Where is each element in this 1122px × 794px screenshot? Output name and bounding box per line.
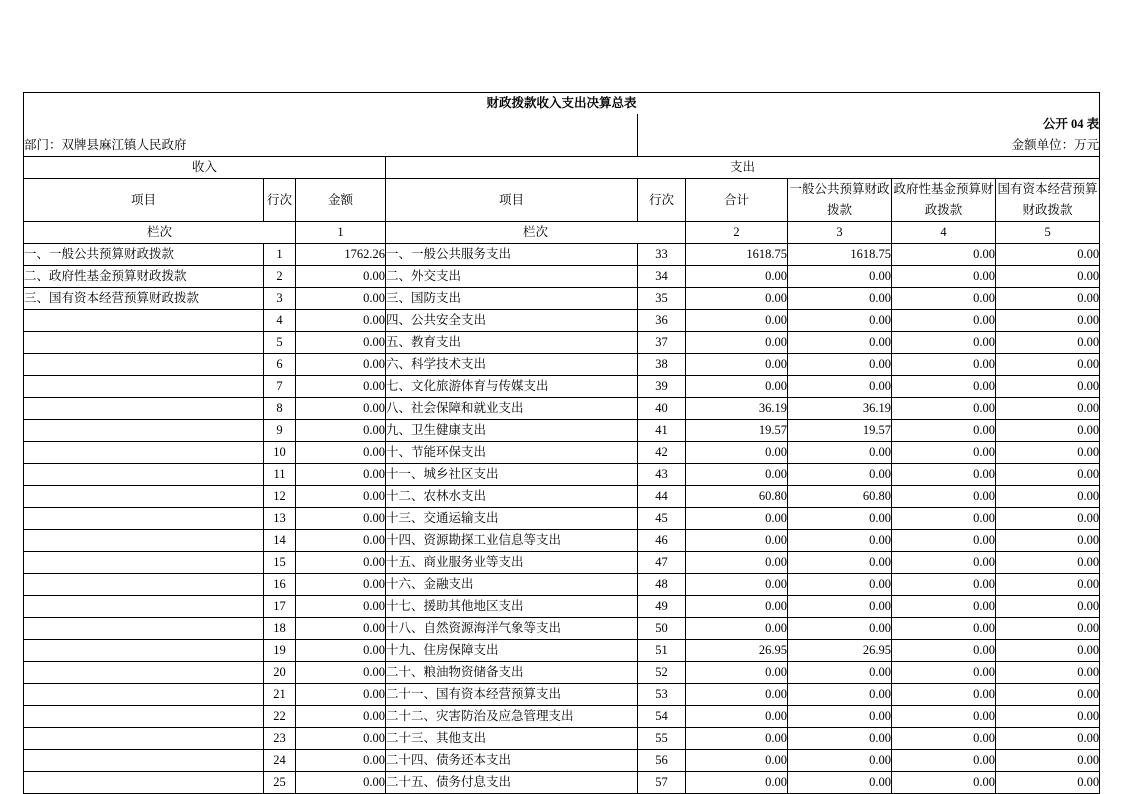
expense-row-num: 55	[638, 728, 686, 750]
expense-general: 0.00	[788, 574, 892, 596]
table-row	[24, 442, 1100, 464]
income-amount: 0.00	[296, 772, 386, 794]
income-row-num: 12	[264, 486, 296, 508]
income-row-num: 18	[264, 618, 296, 640]
expense-row-num: 42	[638, 442, 686, 464]
expense-row-num: 40	[638, 398, 686, 420]
table-row	[24, 640, 1100, 662]
expense-general: 0.00	[788, 464, 892, 486]
gov-fund-colnum: 4	[892, 222, 996, 244]
expense-general: 36.19	[788, 398, 892, 420]
expense-fund: 0.00	[892, 530, 996, 552]
table-row	[24, 662, 1100, 684]
expense-general: 19.57	[788, 420, 892, 442]
income-amount: 0.00	[296, 618, 386, 640]
expense-general: 0.00	[788, 684, 892, 706]
expense-capital: 0.00	[996, 596, 1100, 618]
expense-item: 十五、商业服务业等支出	[386, 552, 638, 574]
income-lanci-label: 栏次	[24, 222, 296, 244]
table-row	[24, 398, 1100, 420]
income-item	[24, 376, 264, 398]
expense-capital: 0.00	[996, 706, 1100, 728]
expense-capital: 0.00	[996, 288, 1100, 310]
expense-general: 0.00	[788, 552, 892, 574]
state-capital-colnum: 5	[996, 222, 1100, 244]
income-amount: 0.00	[296, 574, 386, 596]
financial-allocation-table	[23, 92, 1100, 794]
income-row-num: 6	[264, 354, 296, 376]
income-amount: 0.00	[296, 706, 386, 728]
expense-capital: 0.00	[996, 464, 1100, 486]
expense-total: 0.00	[686, 442, 788, 464]
expense-row-num: 52	[638, 662, 686, 684]
income-row-num: 17	[264, 596, 296, 618]
expense-row-num: 51	[638, 640, 686, 662]
expense-item: 七、文化旅游体育与传媒支出	[386, 376, 638, 398]
expense-row-num: 43	[638, 464, 686, 486]
income-row-num: 2	[264, 266, 296, 288]
expense-item: 十七、援助其他地区支出	[386, 596, 638, 618]
expense-fund: 0.00	[892, 442, 996, 464]
expense-capital: 0.00	[996, 662, 1100, 684]
expense-item: 二十三、其他支出	[386, 728, 638, 750]
header-expense-row: 行次	[638, 179, 686, 222]
income-row-num: 8	[264, 398, 296, 420]
expense-general: 0.00	[788, 332, 892, 354]
expense-capital: 0.00	[996, 772, 1100, 794]
income-row-num: 13	[264, 508, 296, 530]
expense-fund: 0.00	[892, 596, 996, 618]
expense-total: 0.00	[686, 508, 788, 530]
expense-total: 19.57	[686, 420, 788, 442]
income-item	[24, 618, 264, 640]
expense-capital: 0.00	[996, 332, 1100, 354]
expense-fund: 0.00	[892, 684, 996, 706]
table-row	[24, 244, 1100, 266]
income-row-num: 9	[264, 420, 296, 442]
table-row	[24, 574, 1100, 596]
table-row	[24, 464, 1100, 486]
income-row-num: 20	[264, 662, 296, 684]
expense-lanci-label: 栏次	[386, 222, 686, 244]
table-row	[24, 706, 1100, 728]
expense-item: 十二、农林水支出	[386, 486, 638, 508]
expense-fund: 0.00	[892, 398, 996, 420]
income-item	[24, 684, 264, 706]
expense-capital: 0.00	[996, 376, 1100, 398]
income-row-num: 7	[264, 376, 296, 398]
income-amount: 0.00	[296, 684, 386, 706]
income-item	[24, 398, 264, 420]
expense-fund: 0.00	[892, 618, 996, 640]
expense-general: 0.00	[788, 508, 892, 530]
expense-item: 三、国防支出	[386, 288, 638, 310]
income-item	[24, 596, 264, 618]
income-amount: 0.00	[296, 420, 386, 442]
expense-fund: 0.00	[892, 574, 996, 596]
expense-general: 0.00	[788, 618, 892, 640]
expense-capital: 0.00	[996, 486, 1100, 508]
income-amount: 0.00	[296, 332, 386, 354]
form-code: 公开 04 表	[638, 114, 1100, 135]
expense-item: 十八、自然资源海洋气象等支出	[386, 618, 638, 640]
income-item: 二、政府性基金预算财政拨款	[24, 266, 264, 288]
section-expense-header: 支出	[386, 157, 1100, 179]
expense-total: 0.00	[686, 530, 788, 552]
expense-total: 0.00	[686, 552, 788, 574]
table-row	[24, 530, 1100, 552]
header-income-row-text: 行次	[266, 192, 292, 207]
table-row	[24, 354, 1100, 376]
expense-capital: 0.00	[996, 310, 1100, 332]
expense-total: 0.00	[686, 266, 788, 288]
income-amount: 0.00	[296, 750, 386, 772]
expense-total: 0.00	[686, 772, 788, 794]
income-amount: 0.00	[296, 310, 386, 332]
expense-item: 十三、交通运输支出	[386, 508, 638, 530]
expense-total-colnum: 2	[686, 222, 788, 244]
income-item	[24, 530, 264, 552]
expense-total: 60.80	[686, 486, 788, 508]
expense-general: 0.00	[788, 442, 892, 464]
header-state-capital: 国有资本经营预算财政拨款	[996, 179, 1100, 222]
expense-row-num: 53	[638, 684, 686, 706]
income-amount: 0.00	[296, 508, 386, 530]
table-row	[24, 486, 1100, 508]
expense-item: 九、卫生健康支出	[386, 420, 638, 442]
income-item: 一、一般公共预算财政拨款	[24, 244, 264, 266]
header-gov-fund: 政府性基金预算财政拨款	[892, 179, 996, 222]
page-title: 财政拨款收入支出决算总表	[24, 93, 1100, 115]
expense-row-num: 48	[638, 574, 686, 596]
expense-total: 0.00	[686, 684, 788, 706]
expense-fund: 0.00	[892, 728, 996, 750]
expense-row-num: 39	[638, 376, 686, 398]
income-item	[24, 574, 264, 596]
income-item	[24, 552, 264, 574]
income-amount: 0.00	[296, 530, 386, 552]
expense-fund: 0.00	[892, 662, 996, 684]
expense-row-num: 34	[638, 266, 686, 288]
expense-row-num: 57	[638, 772, 686, 794]
expense-item: 二十二、灾害防治及应急管理支出	[386, 706, 638, 728]
expense-total: 0.00	[686, 574, 788, 596]
expense-total: 0.00	[686, 662, 788, 684]
expense-fund: 0.00	[892, 354, 996, 376]
expense-item: 六、科学技术支出	[386, 354, 638, 376]
title-spacer	[24, 114, 638, 135]
expense-row-num: 46	[638, 530, 686, 552]
expense-capital: 0.00	[996, 398, 1100, 420]
expense-general: 0.00	[788, 772, 892, 794]
expense-fund: 0.00	[892, 508, 996, 530]
expense-item: 十九、住房保障支出	[386, 640, 638, 662]
income-item	[24, 464, 264, 486]
expense-capital: 0.00	[996, 442, 1100, 464]
expense-fund: 0.00	[892, 288, 996, 310]
department-label: 部门：双牌县麻江镇人民政府	[24, 135, 638, 157]
expense-capital: 0.00	[996, 750, 1100, 772]
expense-item: 八、社会保障和就业支出	[386, 398, 638, 420]
table-row	[24, 376, 1100, 398]
section-income-header: 收入	[24, 157, 386, 179]
expense-capital: 0.00	[996, 508, 1100, 530]
expense-item: 四、公共安全支出	[386, 310, 638, 332]
income-amount: 0.00	[296, 486, 386, 508]
expense-general: 0.00	[788, 706, 892, 728]
expense-fund: 0.00	[892, 772, 996, 794]
table-row	[24, 288, 1100, 310]
table-row	[24, 266, 1100, 288]
expense-general: 0.00	[788, 728, 892, 750]
income-row-num: 24	[264, 750, 296, 772]
income-amount: 0.00	[296, 728, 386, 750]
expense-total: 0.00	[686, 706, 788, 728]
table-row	[24, 596, 1100, 618]
expense-item: 二十、粮油物资储备支出	[386, 662, 638, 684]
expense-capital: 0.00	[996, 266, 1100, 288]
expense-capital: 0.00	[996, 244, 1100, 266]
income-item	[24, 662, 264, 684]
table-row	[24, 728, 1100, 750]
table-row	[24, 508, 1100, 530]
income-item	[24, 486, 264, 508]
expense-total: 0.00	[686, 618, 788, 640]
income-item	[24, 508, 264, 530]
expense-general: 0.00	[788, 596, 892, 618]
table-row	[24, 552, 1100, 574]
income-row-num: 10	[264, 442, 296, 464]
income-item	[24, 728, 264, 750]
income-row-num: 25	[264, 772, 296, 794]
expense-general: 0.00	[788, 376, 892, 398]
expense-row-num: 36	[638, 310, 686, 332]
income-row-num: 22	[264, 706, 296, 728]
expense-item: 十一、城乡社区支出	[386, 464, 638, 486]
income-item	[24, 640, 264, 662]
expense-total: 26.95	[686, 640, 788, 662]
expense-row-num: 56	[638, 750, 686, 772]
expense-general: 0.00	[788, 354, 892, 376]
report-page	[23, 92, 1099, 794]
expense-capital: 0.00	[996, 420, 1100, 442]
expense-capital: 0.00	[996, 530, 1100, 552]
header-income-row	[264, 179, 296, 222]
income-amount-colnum: 1	[296, 222, 386, 244]
expense-row-num: 33	[638, 244, 686, 266]
income-row-num: 3	[264, 288, 296, 310]
expense-total: 0.00	[686, 750, 788, 772]
expense-row-num: 49	[638, 596, 686, 618]
expense-fund: 0.00	[892, 332, 996, 354]
expense-item: 十四、资源勘探工业信息等支出	[386, 530, 638, 552]
expense-row-num: 47	[638, 552, 686, 574]
table-row	[24, 332, 1100, 354]
expense-capital: 0.00	[996, 684, 1100, 706]
expense-total: 0.00	[686, 288, 788, 310]
expense-total: 0.00	[686, 728, 788, 750]
income-item	[24, 442, 264, 464]
income-row-num: 11	[264, 464, 296, 486]
expense-row-num: 54	[638, 706, 686, 728]
expense-total: 0.00	[686, 310, 788, 332]
expense-capital: 0.00	[996, 618, 1100, 640]
expense-row-num: 38	[638, 354, 686, 376]
expense-general: 1618.75	[788, 244, 892, 266]
income-amount: 0.00	[296, 288, 386, 310]
expense-general: 0.00	[788, 662, 892, 684]
expense-row-num: 45	[638, 508, 686, 530]
income-row-num: 15	[264, 552, 296, 574]
expense-row-num: 50	[638, 618, 686, 640]
expense-capital: 0.00	[996, 552, 1100, 574]
income-amount: 0.00	[296, 640, 386, 662]
expense-fund: 0.00	[892, 750, 996, 772]
expense-capital: 0.00	[996, 574, 1100, 596]
expense-capital: 0.00	[996, 640, 1100, 662]
income-item	[24, 706, 264, 728]
income-amount: 0.00	[296, 398, 386, 420]
expense-fund: 0.00	[892, 464, 996, 486]
expense-fund: 0.00	[892, 552, 996, 574]
expense-total: 36.19	[686, 398, 788, 420]
expense-total: 1618.75	[686, 244, 788, 266]
income-amount: 0.00	[296, 596, 386, 618]
income-item	[24, 354, 264, 376]
income-item	[24, 310, 264, 332]
income-amount: 0.00	[296, 662, 386, 684]
table-row	[24, 750, 1100, 772]
expense-row-num: 35	[638, 288, 686, 310]
header-income-item: 项目	[24, 179, 264, 222]
expense-capital: 0.00	[996, 354, 1100, 376]
expense-fund: 0.00	[892, 244, 996, 266]
expense-general: 26.95	[788, 640, 892, 662]
amount-unit-label: 金额单位：万元	[638, 135, 1100, 157]
income-item	[24, 332, 264, 354]
header-expense-item: 项目	[386, 179, 638, 222]
income-row-num: 5	[264, 332, 296, 354]
income-row-num: 23	[264, 728, 296, 750]
expense-total: 0.00	[686, 596, 788, 618]
income-row-num: 16	[264, 574, 296, 596]
expense-fund: 0.00	[892, 420, 996, 442]
income-amount: 0.00	[296, 376, 386, 398]
expense-item: 二十一、国有资本经营预算支出	[386, 684, 638, 706]
expense-item: 一、一般公共服务支出	[386, 244, 638, 266]
expense-fund: 0.00	[892, 486, 996, 508]
income-row-num: 1	[264, 244, 296, 266]
expense-general: 0.00	[788, 530, 892, 552]
income-amount: 0.00	[296, 354, 386, 376]
expense-item: 十、节能环保支出	[386, 442, 638, 464]
expense-fund: 0.00	[892, 376, 996, 398]
expense-fund: 0.00	[892, 706, 996, 728]
income-amount: 1762.26	[296, 244, 386, 266]
expense-item: 二十五、债务付息支出	[386, 772, 638, 794]
expense-item: 十六、金融支出	[386, 574, 638, 596]
expense-total: 0.00	[686, 376, 788, 398]
table-row	[24, 310, 1100, 332]
expense-general: 0.00	[788, 266, 892, 288]
income-item	[24, 772, 264, 794]
general-public-colnum: 3	[788, 222, 892, 244]
expense-item: 二、外交支出	[386, 266, 638, 288]
expense-total: 0.00	[686, 354, 788, 376]
expense-fund: 0.00	[892, 266, 996, 288]
expense-general: 0.00	[788, 288, 892, 310]
expense-item: 二十四、债务还本支出	[386, 750, 638, 772]
header-income-amount: 金额	[296, 179, 386, 222]
expense-total: 0.00	[686, 332, 788, 354]
table-row	[24, 420, 1100, 442]
expense-fund: 0.00	[892, 310, 996, 332]
expense-capital: 0.00	[996, 728, 1100, 750]
expense-row-num: 37	[638, 332, 686, 354]
expense-fund: 0.00	[892, 640, 996, 662]
table-row	[24, 772, 1100, 794]
income-amount: 0.00	[296, 266, 386, 288]
expense-general: 60.80	[788, 486, 892, 508]
income-amount: 0.00	[296, 442, 386, 464]
income-row-num: 21	[264, 684, 296, 706]
income-item	[24, 420, 264, 442]
expense-row-num: 44	[638, 486, 686, 508]
table-row	[24, 684, 1100, 706]
income-row-num: 14	[264, 530, 296, 552]
income-item	[24, 750, 264, 772]
header-expense-total: 合计	[686, 179, 788, 222]
expense-general: 0.00	[788, 750, 892, 772]
income-amount: 0.00	[296, 552, 386, 574]
expense-row-num: 41	[638, 420, 686, 442]
expense-general: 0.00	[788, 310, 892, 332]
income-item: 三、国有资本经营预算财政拨款	[24, 288, 264, 310]
table-row	[24, 618, 1100, 640]
income-row-num: 4	[264, 310, 296, 332]
income-row-num: 19	[264, 640, 296, 662]
header-general-public: 一般公共预算财政拨款	[788, 179, 892, 222]
expense-item: 五、教育支出	[386, 332, 638, 354]
income-amount: 0.00	[296, 464, 386, 486]
expense-total: 0.00	[686, 464, 788, 486]
